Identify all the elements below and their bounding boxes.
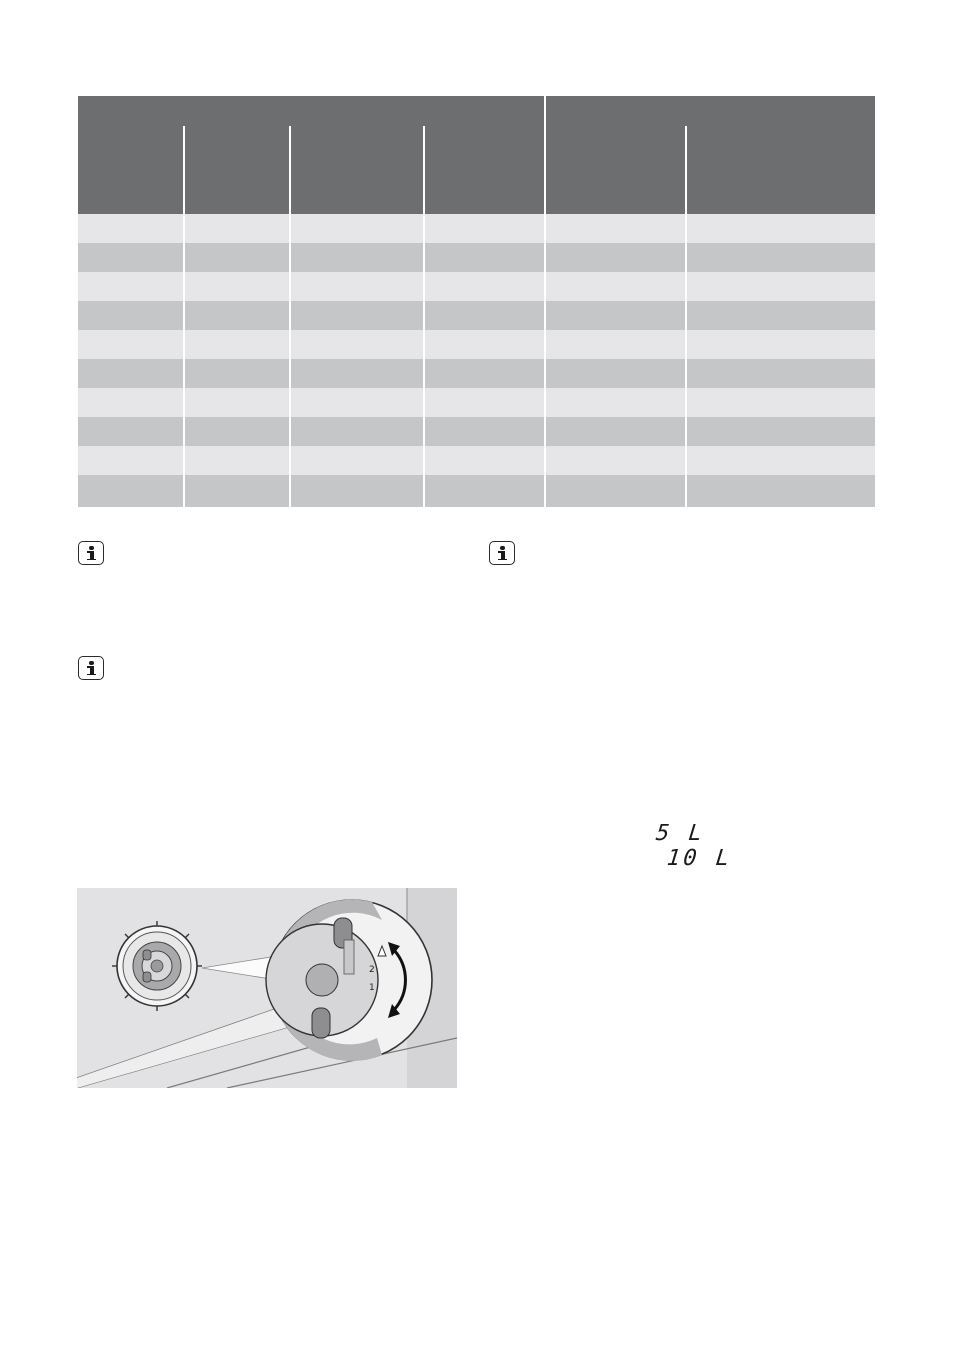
header-divider — [289, 126, 291, 214]
header-divider — [685, 126, 687, 214]
table-header — [78, 96, 875, 214]
info-icon — [78, 541, 104, 565]
salt-cap-small — [112, 921, 202, 1011]
display-10l: 10 L — [665, 846, 734, 871]
header-divider — [423, 126, 425, 214]
column-divider — [544, 214, 546, 507]
info-icon — [78, 656, 104, 680]
header-divider — [183, 126, 185, 214]
table-row — [78, 214, 875, 243]
column-divider — [685, 214, 687, 507]
table-row — [78, 243, 875, 272]
table-row — [78, 388, 875, 417]
dial-label-1: 1 — [369, 983, 375, 993]
column-divider — [183, 214, 185, 507]
table-row — [78, 359, 875, 388]
table-row — [78, 272, 875, 301]
header-group-divider — [544, 96, 546, 214]
table-row — [78, 475, 875, 507]
table-row — [78, 417, 875, 446]
column-divider — [423, 214, 425, 507]
info-icon — [489, 541, 515, 565]
dial-label-2: 2 — [369, 965, 375, 975]
table-row — [78, 301, 875, 330]
table-row — [78, 330, 875, 359]
table-row — [78, 446, 875, 475]
water-hardness-table — [78, 96, 875, 507]
salt-container-dial-illustration — [77, 888, 457, 1088]
display-5l: 5 L — [654, 821, 707, 846]
column-divider — [289, 214, 291, 507]
